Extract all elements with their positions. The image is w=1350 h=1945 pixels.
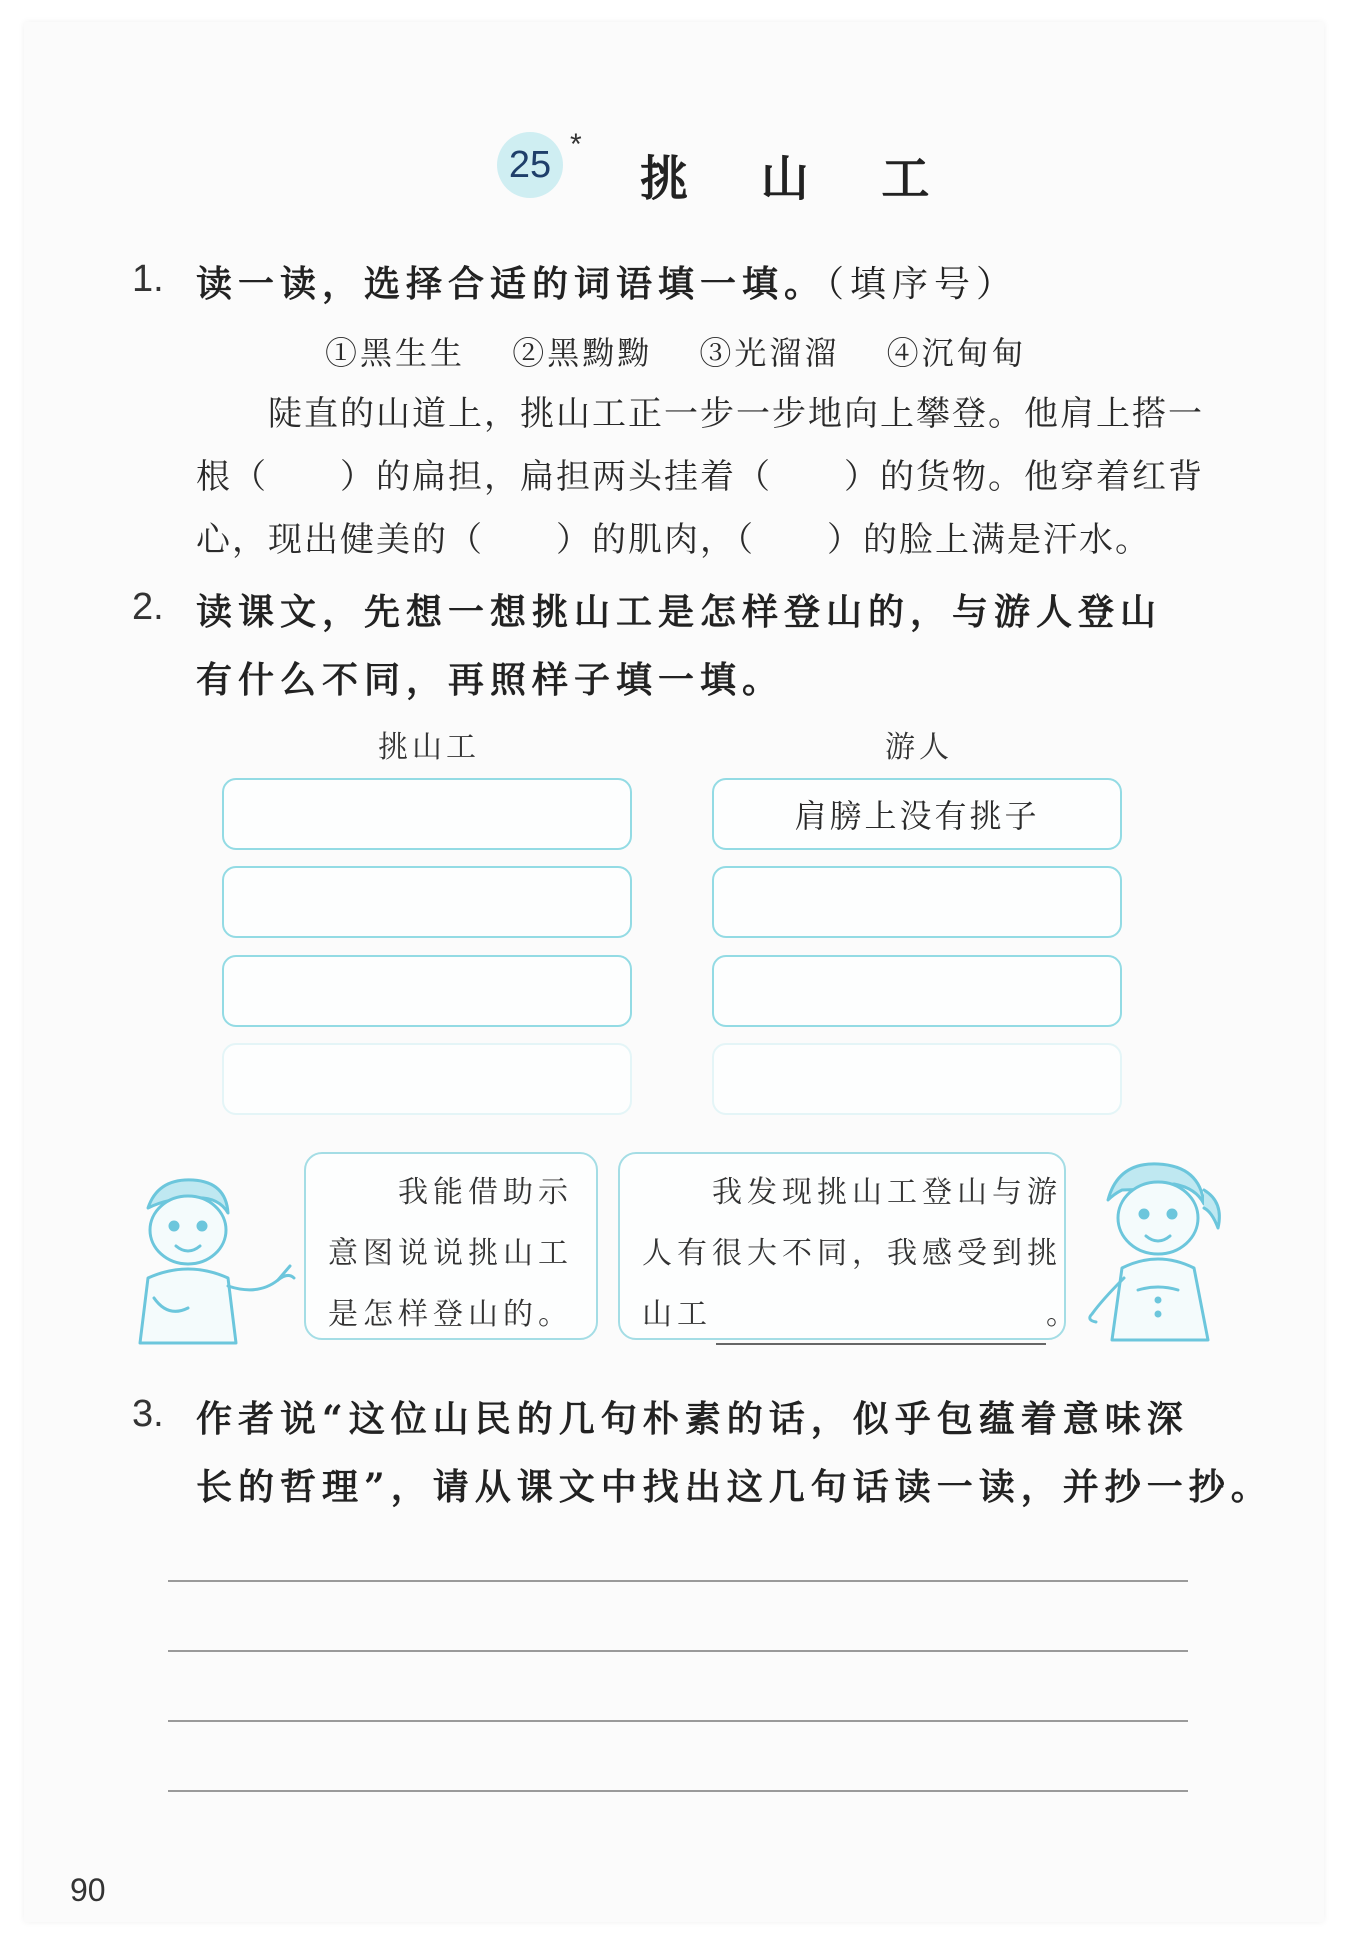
fill-in-blank[interactable]: [716, 1303, 1046, 1345]
writing-line-1[interactable]: [168, 1580, 1188, 1582]
column-header-tourist: 游人: [885, 730, 953, 765]
question-2-prompt-line-2: 有什么不同，再照样子填一填。: [196, 659, 785, 701]
boy-bubble-line-2: 意图说说挑山工: [328, 1236, 573, 1271]
girl-speech-bubble: [618, 1152, 1081, 1340]
workbook-page: [24, 22, 1324, 1922]
porter-answer-box-1[interactable]: [222, 778, 632, 850]
option-3: ③光溜溜: [699, 334, 840, 372]
lesson-title: 挑 山 工: [640, 151, 958, 207]
passage-line-1: 陡直的山道上，挑山工正一步一步地向上攀登。他肩上搭一: [268, 394, 1204, 434]
boy-bubble-line-1: 我能借助示: [398, 1175, 573, 1210]
girl-bubble-line-1: 我发现挑山工登山与游: [712, 1175, 1062, 1210]
question-1-prompt-main: 读一读，选择合适的词语填一填。: [196, 263, 827, 305]
question-1-prompt-suffix: （填序号）: [826, 264, 1019, 305]
question-3-prompt-line-1: 作者说“这位山民的几句朴素的话，似乎包蕴着意味深: [196, 1398, 1189, 1440]
girl-bubble-line-3-prefix: 山工: [642, 1297, 712, 1332]
option-1: ①黑生生: [325, 334, 466, 372]
porter-answer-box-2[interactable]: [222, 866, 632, 938]
passage-line-3: 心，现出健美的（ ）的肌肉，（ ）的脸上满是汗水。: [196, 520, 1151, 560]
porter-answer-box-3[interactable]: [222, 955, 632, 1027]
page-number: 90: [70, 1872, 106, 1908]
tourist-answer-box-1[interactable]: [712, 866, 1122, 938]
question-1-prompt: [196, 256, 1018, 307]
lesson-number-badge: 25: [497, 132, 563, 198]
tourist-answer-box-3[interactable]: [712, 1043, 1122, 1115]
question-3-prompt-line-2: 长的哲理”，请从课文中找出这几句话读一读，并抄一抄。: [196, 1466, 1273, 1508]
question-1-number: 1.: [132, 258, 164, 300]
writing-line-3[interactable]: [168, 1720, 1188, 1722]
passage-line-2: 根（ ）的扁担，扁担两头挂着（ ）的货物。他穿着红背: [196, 457, 1204, 497]
option-4: ④沉甸甸: [886, 334, 1027, 372]
writing-line-2[interactable]: [168, 1650, 1188, 1652]
boy-illustration: [118, 1168, 298, 1358]
girl-bubble-line-3-suffix: 。: [1046, 1297, 1081, 1332]
option-2: ②黑黝黝: [512, 334, 653, 372]
question-3-number: 3.: [132, 1393, 164, 1435]
girl-bubble-line-2: 人有很大不同，我感受到挑: [642, 1236, 1062, 1271]
girl-bubble-line-3: [642, 1284, 1081, 1345]
writing-line-4[interactable]: [168, 1790, 1188, 1792]
word-options: [325, 328, 1061, 374]
question-2-number: 2.: [132, 586, 164, 628]
tourist-example-box: 肩膀上没有挑子: [712, 778, 1122, 850]
boy-speech-bubble: [304, 1152, 598, 1340]
girl-illustration: [1078, 1150, 1238, 1350]
column-header-porter: 挑山工: [378, 730, 480, 765]
question-2-prompt-line-1: 读课文，先想一想挑山工是怎样登山的，与游人登山: [196, 591, 1163, 633]
optional-lesson-mark: *: [570, 128, 582, 161]
boy-bubble-line-3: 是怎样登山的。: [328, 1297, 573, 1332]
tourist-answer-box-2[interactable]: [712, 955, 1122, 1027]
porter-answer-box-4[interactable]: [222, 1043, 632, 1115]
